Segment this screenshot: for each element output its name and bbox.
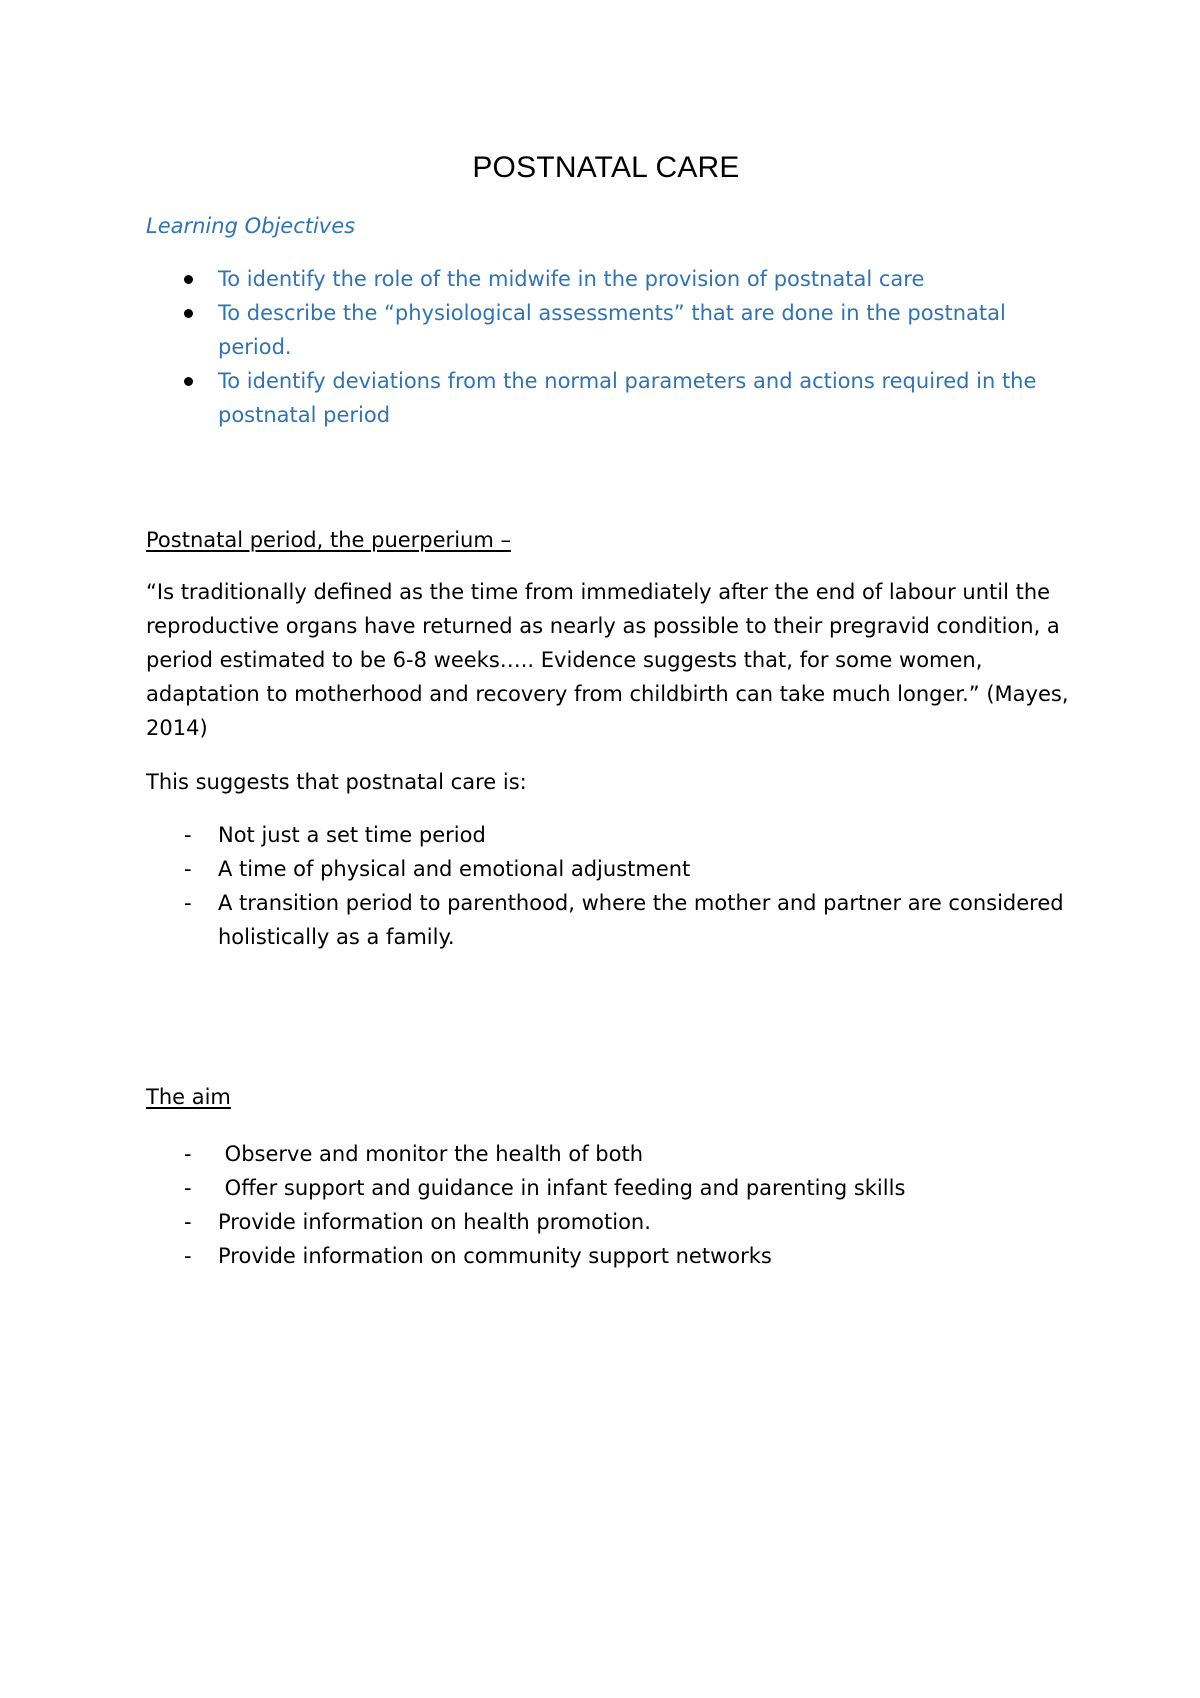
postnatal-period-heading: Postnatal period, the puerperium – [146,528,511,552]
list-item [146,1239,1086,1273]
postnatal-care-list [146,818,1086,954]
list-item [146,262,1086,296]
aim-heading: The aim [146,1085,231,1109]
list-item-text: Not just a set time period [218,823,486,847]
list-item [146,818,1086,852]
list-item-text: A transition period to parenthood, where the mother and partner are considered holistically as a family. [218,891,1064,949]
bullet-icon [184,275,193,284]
page-title: POSTNATAL CARE [472,151,740,184]
list-item [146,852,1086,886]
list-item-text: To identify deviations from the normal parameters and actions required in the postnatal period [218,369,1037,427]
dash-icon: - [184,1142,192,1166]
dash-icon: - [184,823,192,847]
definition-quote: “Is traditionally defined as the time from immediately after the end of labour until the reproductive organs have returned as nearly as possible to their pregravid condition, a period estimated to be 6-8 weeks….. Evidence suggests that, for some women, adaptation to motherhood and recovery from childbirth can take much longer.” (Mayes, 2014) [146,580,1069,740]
dash-icon: - [184,1244,192,1268]
dash-icon: - [184,891,192,915]
list-item [146,1171,1086,1205]
dash-icon: - [184,1176,192,1200]
suggests-text: This suggests that postnatal care is: [146,770,527,794]
list-item [146,1137,1086,1171]
list-item [146,886,1086,954]
learning-objectives-list [146,262,1086,432]
list-item [146,296,1086,364]
list-item-text: A time of physical and emotional adjustment [218,857,691,881]
list-item-text: Observe and monitor the health of both [218,1142,644,1166]
dash-icon: - [184,1210,192,1234]
dash-icon: - [184,857,192,881]
list-item-text: Provide information on community support networks [218,1244,772,1268]
bullet-icon [184,309,193,318]
learning-objectives-heading: Learning Objectives [146,214,356,238]
list-item [146,364,1086,432]
list-item [146,1205,1086,1239]
list-item-text: Offer support and guidance in infant feeding and parenting skills [218,1176,906,1200]
list-item-text: To identify the role of the midwife in the provision of postnatal care [218,267,925,291]
list-item-text: To describe the “physiological assessments” that are done in the postnatal period. [218,301,1006,359]
bullet-icon [184,377,193,386]
list-item-text: Provide information on health promotion. [218,1210,651,1234]
aim-list [146,1137,1086,1273]
